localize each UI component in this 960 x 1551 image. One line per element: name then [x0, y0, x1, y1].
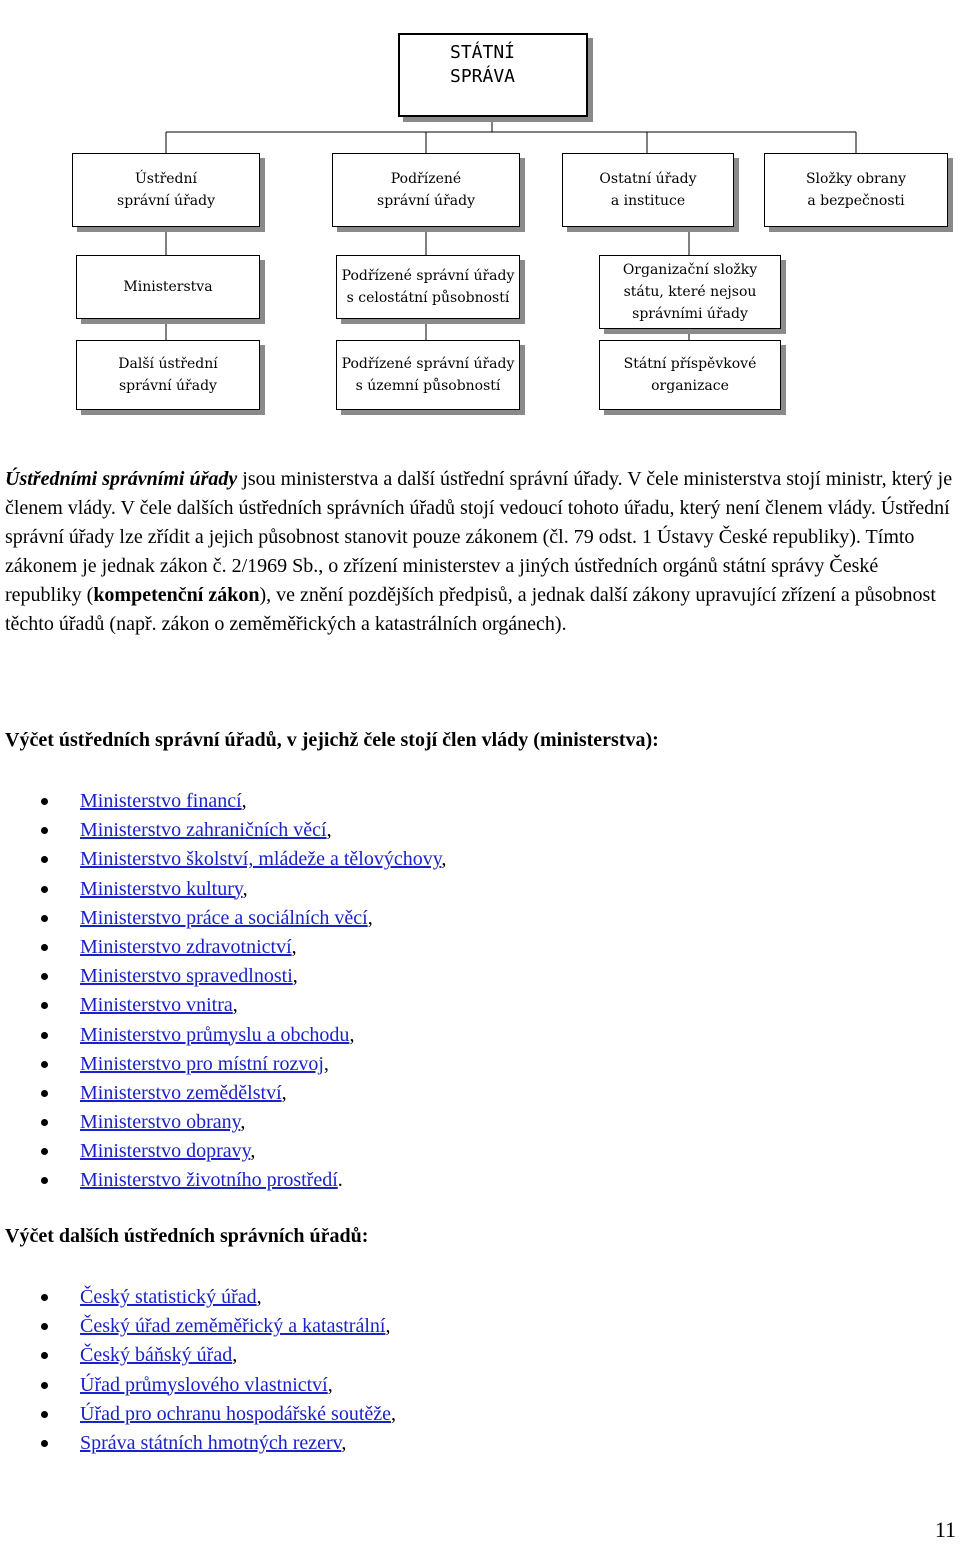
- category-label-line: Podřízené: [390, 171, 462, 187]
- list-item: [0, 933, 960, 962]
- intro-text-part2: ), ve znění pozdějších předpisů, a jednak další zákony upravující zřízení a působnost těchto úřadů (např. zákon o zeměměřických a katastrálních orgánech).: [5, 584, 936, 635]
- bullet-icon: [41, 1090, 48, 1097]
- bullet-icon: [41, 1032, 48, 1039]
- list-item-punctuation: ,: [341, 1431, 347, 1454]
- list-item: [0, 1137, 960, 1166]
- list-item-link[interactable]: Ministerstvo práce a sociálních věcí: [80, 906, 368, 929]
- list-item-link[interactable]: Český úřad zeměměřický a katastrální: [80, 1315, 386, 1338]
- list-item-punctuation: ,: [367, 906, 373, 929]
- bullet-icon: [41, 1352, 48, 1359]
- bullet-icon: [41, 1411, 48, 1418]
- bullet-icon: [41, 886, 48, 893]
- root-label-line2: SPRÁVA: [450, 66, 516, 87]
- category-label-line: Ostatní úřady: [599, 171, 697, 187]
- intro-bold-italic: Ústředními správními úřady: [5, 468, 238, 490]
- sub-label-line: organizace: [651, 378, 729, 394]
- list-item-punctuation: ,: [292, 965, 298, 988]
- bullet-icon: [41, 1440, 48, 1447]
- ministries-list: [0, 787, 960, 1196]
- page-number: 11: [934, 1517, 956, 1542]
- list-item-punctuation: ,: [281, 1081, 287, 1104]
- list-item-punctuation: ,: [240, 1111, 246, 1134]
- intro-text-part1: jsou ministerstva a další ústřední správní úřady. V čele ministerstva stojí ministr, který je členem vlády. V čele dalších ústředních správních úřadů stojí vedoucí tohoto úřadu, který není členem vlády. Ústřední správní úřady lze zřídit a jejich působnost stanovit pouze zákonem (čl. 79 odst. 1 Ústavy České republiky). Tímto zákonem je jednak zákon č. 2/1969 Sb., o zřízení ministerstev a jiných ústředních orgánů státní správy České republiky (: [5, 468, 953, 606]
- sub-label-line: Další ústřední: [118, 356, 218, 372]
- list-item: [0, 991, 960, 1020]
- bullet-icon: [41, 798, 48, 805]
- list-item-punctuation: ,: [250, 1140, 256, 1163]
- category-label-line: správní úřady: [377, 193, 475, 209]
- list-item-link[interactable]: Ministerstvo dopravy: [80, 1140, 251, 1163]
- list-item-link[interactable]: Český statistický úřad: [80, 1286, 257, 1308]
- list-item-punctuation: ,: [391, 1402, 397, 1425]
- list-item-link[interactable]: Ministerstvo zemědělství: [80, 1081, 282, 1104]
- root-box-statni-sprava: [398, 33, 588, 117]
- list-item: [0, 1371, 960, 1400]
- sub-label-line: správními úřady: [632, 306, 748, 322]
- sub-label-line: Ministerstva: [123, 279, 213, 295]
- sub-box-organizacni-slozky: [599, 255, 781, 329]
- sub-box-ministerstva: [76, 255, 260, 319]
- list-item-link[interactable]: Ministerstvo kultury: [80, 877, 243, 900]
- bullet-icon: [41, 856, 48, 863]
- sub-label-line: státu, které nejsou: [623, 284, 757, 300]
- category-box-podrizene: [332, 153, 520, 227]
- list-item: [0, 845, 960, 874]
- category-label-line: správní úřady: [117, 193, 215, 209]
- sub-box-uzemni: [336, 340, 520, 410]
- sub-label-line: Podřízené správní úřady: [341, 356, 515, 372]
- bullet-icon: [41, 944, 48, 951]
- list-item-punctuation: ,: [326, 819, 332, 842]
- list-item-link[interactable]: Ministerstvo pro místní rozvoj: [80, 1052, 324, 1075]
- category-box-ustredni: [72, 153, 260, 227]
- list-item-link[interactable]: Ministerstvo spravedlnosti: [80, 965, 293, 988]
- list-item: [0, 962, 960, 991]
- list-item-link[interactable]: Správa státních hmotných rezerv: [80, 1431, 342, 1454]
- bullet-icon: [41, 973, 48, 980]
- sub-label-line: správní úřady: [119, 378, 217, 394]
- list-item: [0, 1021, 960, 1050]
- list-item: [0, 1283, 960, 1312]
- list-item: [0, 875, 960, 904]
- ministries-heading: Výčet ústředních správní úřadů, v jejichž čele stojí člen vlády (ministerstva):: [5, 729, 659, 751]
- offices-list: [0, 1283, 960, 1458]
- bullet-icon: [41, 827, 48, 834]
- category-label-line: a instituce: [610, 193, 686, 209]
- list-item-punctuation: ,: [441, 848, 447, 871]
- sub-box-prispevkove: [599, 340, 781, 410]
- category-box-slozky-obrany: [764, 153, 948, 227]
- list-item: [0, 1108, 960, 1137]
- list-item-link[interactable]: Český báňský úřad: [80, 1344, 233, 1367]
- org-chart: [0, 0, 960, 440]
- category-label-line: Ústřední: [134, 171, 198, 187]
- list-item: [0, 1079, 960, 1108]
- category-label-line: Složky obrany: [805, 171, 907, 187]
- list-item-link[interactable]: Ministerstvo průmyslu a obchodu: [80, 1023, 350, 1046]
- list-item-link[interactable]: Ministerstvo financí: [80, 790, 242, 812]
- sub-label-line: Organizační složky: [622, 262, 758, 278]
- list-item: [0, 1400, 960, 1429]
- list-item: [0, 1312, 960, 1341]
- list-item-punctuation: .: [337, 1169, 343, 1192]
- list-item: [0, 1429, 960, 1458]
- category-label-line: a bezpečnosti: [807, 193, 905, 209]
- bullet-icon: [41, 1002, 48, 1009]
- list-item-link[interactable]: Ministerstvo zdravotnictví: [80, 935, 292, 958]
- intro-bold-term: kompetenční zákon: [93, 584, 260, 606]
- root-label-line1: STÁTNÍ: [450, 42, 516, 63]
- list-item: [0, 1166, 960, 1195]
- list-item-link[interactable]: Ministerstvo vnitra: [80, 994, 233, 1017]
- sub-box-dalsi-ustredni: [76, 340, 260, 410]
- list-item-punctuation: ,: [232, 994, 238, 1017]
- list-item: [0, 1050, 960, 1079]
- list-item-link[interactable]: Ministerstvo obrany: [80, 1111, 241, 1134]
- list-item-link[interactable]: Úřad průmyslového vlastnictví: [80, 1373, 328, 1396]
- sub-box-celostatni: [336, 255, 520, 319]
- intro-paragraph: [5, 465, 953, 639]
- bullet-icon: [41, 1148, 48, 1155]
- list-item-punctuation: ,: [242, 877, 248, 900]
- list-item-punctuation: ,: [349, 1023, 355, 1046]
- list-item: [0, 1341, 960, 1370]
- list-item: [0, 816, 960, 845]
- list-item-punctuation: ,: [241, 790, 247, 812]
- list-item-link[interactable]: Ministerstvo školství, mládeže a tělovýchovy: [80, 848, 442, 871]
- sub-label-line: s územní působností: [355, 378, 501, 394]
- sub-label-line: Podřízené správní úřady: [341, 268, 515, 284]
- bullet-icon: [41, 1177, 48, 1184]
- list-item-punctuation: ,: [232, 1344, 238, 1367]
- list-item-punctuation: ,: [323, 1052, 329, 1075]
- offices-heading: Výčet dalších ústředních správních úřadů:: [5, 1225, 369, 1247]
- list-item-link[interactable]: Ministerstvo životního prostředí: [80, 1169, 338, 1192]
- bullet-icon: [41, 1294, 48, 1301]
- list-item-punctuation: ,: [256, 1286, 262, 1308]
- list-item-punctuation: ,: [291, 935, 297, 958]
- bullet-icon: [41, 1061, 48, 1068]
- list-item-punctuation: ,: [327, 1373, 333, 1396]
- category-box-ostatni: [562, 153, 734, 227]
- bullet-icon: [41, 915, 48, 922]
- bullet-icon: [41, 1323, 48, 1330]
- bullet-icon: [41, 1119, 48, 1126]
- list-item-punctuation: ,: [385, 1315, 391, 1338]
- list-item-link[interactable]: Úřad pro ochranu hospodářské soutěže: [80, 1402, 392, 1425]
- sub-label-line: Státní příspěvkové: [623, 356, 757, 372]
- bullet-icon: [41, 1382, 48, 1389]
- sub-label-line: s celostátní působností: [346, 290, 510, 306]
- list-item: [0, 904, 960, 933]
- list-item-link[interactable]: Ministerstvo zahraničních věcí: [80, 819, 327, 842]
- list-item: [0, 787, 960, 816]
